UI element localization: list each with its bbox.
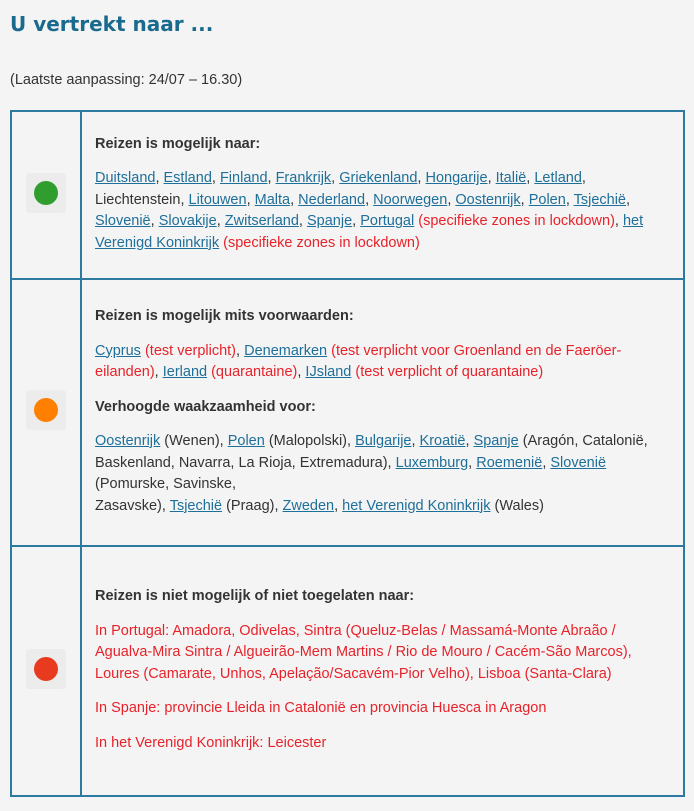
status-indicator-cell bbox=[11, 546, 81, 796]
country-link[interactable]: Slovenië bbox=[550, 454, 607, 471]
country-link[interactable]: Finland bbox=[219, 170, 268, 187]
red-dot-icon bbox=[34, 657, 58, 681]
page-title: U vertrekt naar ... bbox=[10, 12, 214, 36]
country-link[interactable]: Portugal bbox=[360, 213, 415, 230]
text: , bbox=[614, 213, 623, 230]
section-heading: Reizen is mogelijk mits voorwaarden: bbox=[95, 308, 354, 324]
text: (Wales) bbox=[490, 497, 544, 514]
text: , bbox=[542, 454, 551, 471]
text: , bbox=[565, 191, 574, 208]
text: , bbox=[236, 342, 245, 359]
restriction-note: (specifieke zones in lockdown) bbox=[414, 213, 615, 230]
text: (Pomurske, Savinske, bbox=[95, 476, 237, 492]
country-link[interactable]: Tsjechië bbox=[169, 497, 223, 514]
restriction-note: In Portugal: Amadora, Odivelas, Sintra (Queluz-Belas / Massamá-Monte Abraão / Agualva-Mira Sintra / Algueirão-Mem Martins / Rio de Mouro / Cacém-São Marcos), Loures (Camarate, Unhos, Apelação/Sacavém-Pior Velho), Lisboa (Santa-Clara) bbox=[95, 622, 632, 682]
country-link[interactable]: het Verenigd Koninkrijk bbox=[342, 497, 491, 514]
text: , bbox=[487, 170, 496, 187]
travel-status-table bbox=[10, 110, 685, 797]
text: , bbox=[526, 170, 535, 187]
country-link[interactable]: Griekenland bbox=[339, 170, 418, 187]
text: (Wenen), bbox=[160, 433, 228, 449]
country-list bbox=[95, 431, 671, 517]
country-link[interactable]: Hongarije bbox=[425, 170, 488, 187]
status-description-cell bbox=[81, 111, 684, 279]
status-indicator-cell bbox=[11, 279, 81, 546]
country-link[interactable]: Oostenrijk bbox=[455, 191, 521, 208]
country-link[interactable]: Tsjechië bbox=[573, 191, 626, 208]
country-link[interactable]: Spanje bbox=[473, 433, 519, 449]
country-link[interactable]: Estland bbox=[163, 170, 212, 187]
text: , bbox=[334, 497, 343, 514]
text: , bbox=[154, 364, 163, 380]
restriction-note: (test verplicht) bbox=[140, 342, 237, 359]
country-link[interactable]: Zwitserland bbox=[224, 213, 299, 230]
text: , bbox=[465, 433, 474, 449]
text: , bbox=[352, 213, 361, 230]
restriction-note: (test verplicht of quarantaine) bbox=[351, 364, 544, 380]
country-list bbox=[95, 621, 671, 686]
status-description-cell bbox=[81, 546, 684, 796]
country-link[interactable]: Luxemburg bbox=[395, 454, 469, 471]
country-link[interactable]: Duitsland bbox=[95, 170, 156, 187]
status-row-orange bbox=[11, 279, 684, 546]
section-heading: Reizen is mogelijk naar: bbox=[95, 135, 261, 152]
status-indicator-cell bbox=[11, 111, 81, 279]
text: , Liechtenstein, bbox=[95, 170, 586, 208]
orange-dot-icon bbox=[34, 398, 58, 422]
country-link[interactable]: IJsland bbox=[305, 364, 352, 380]
last-updated: (Laatste aanpassing: 24/07 – 16.30) bbox=[10, 72, 243, 88]
country-link[interactable]: Bulgarije bbox=[355, 433, 412, 449]
country-link[interactable]: Malta bbox=[254, 191, 291, 208]
status-description-cell bbox=[81, 279, 684, 546]
restriction-note: (test verplicht voor Groenland en de Faeröer-eilanden) bbox=[95, 342, 622, 380]
text: , bbox=[447, 191, 456, 208]
country-link[interactable]: Polen bbox=[227, 433, 265, 449]
restriction-note: (specifieke zones in lockdown) bbox=[219, 234, 420, 251]
text: , bbox=[216, 213, 225, 230]
text: , bbox=[155, 170, 164, 187]
country-link[interactable]: Kroatië bbox=[419, 433, 466, 449]
text: , bbox=[150, 213, 159, 230]
status-indicator bbox=[26, 390, 66, 430]
country-link[interactable]: Slovakije bbox=[158, 213, 217, 230]
country-link[interactable]: Spanje bbox=[306, 213, 353, 230]
text: , bbox=[331, 170, 340, 187]
text: , bbox=[468, 454, 477, 471]
text: , bbox=[417, 170, 426, 187]
text: , bbox=[267, 170, 276, 187]
country-link[interactable]: Polen bbox=[528, 191, 566, 208]
green-dot-icon bbox=[34, 181, 58, 205]
status-row-green bbox=[11, 111, 684, 279]
country-link[interactable]: Oostenrijk bbox=[95, 433, 161, 449]
text: , bbox=[298, 213, 307, 230]
text: , bbox=[211, 170, 220, 187]
text: , bbox=[520, 191, 529, 208]
text: Zasavske), bbox=[95, 497, 170, 514]
text: , bbox=[297, 364, 306, 380]
restriction-note: In Spanje: provincie Lleida in Catalonië en provincia Huesca in Aragon bbox=[95, 700, 547, 716]
country-link[interactable]: Noorwegen bbox=[373, 191, 448, 208]
country-link[interactable]: Zweden bbox=[282, 497, 335, 514]
country-list bbox=[95, 168, 671, 254]
text: (Aragón, Catalonië, Baskenland, Navarra, La Rioja, Extremadura), bbox=[95, 433, 648, 471]
text: (Malopolski), bbox=[264, 433, 356, 449]
country-link[interactable]: Ierland bbox=[162, 364, 208, 380]
text: (Praag), bbox=[222, 497, 283, 514]
country-list bbox=[95, 733, 671, 755]
country-list bbox=[95, 698, 671, 720]
text: , bbox=[246, 191, 255, 208]
country-link[interactable]: Frankrijk bbox=[275, 170, 332, 187]
country-list bbox=[95, 341, 671, 384]
country-link[interactable]: het Verenigd Koninkrijk bbox=[95, 213, 644, 251]
status-indicator bbox=[26, 649, 66, 689]
country-link[interactable]: Denemarken bbox=[244, 342, 328, 359]
country-link[interactable]: Roemenië bbox=[476, 454, 543, 471]
text: , bbox=[290, 191, 299, 208]
restriction-note: In het Verenigd Koninkrijk: Leicester bbox=[95, 734, 327, 751]
section-heading: Verhoogde waakzaamheid voor: bbox=[95, 398, 316, 415]
status-row-red bbox=[11, 546, 684, 796]
restriction-note: (quarantaine) bbox=[207, 364, 298, 380]
text: , bbox=[411, 433, 420, 449]
country-link[interactable]: Letland bbox=[534, 170, 582, 187]
text: , bbox=[626, 191, 631, 208]
country-link[interactable]: Nederland bbox=[298, 191, 366, 208]
text: , bbox=[365, 191, 374, 208]
status-indicator bbox=[26, 173, 66, 213]
country-link[interactable]: Slovenië bbox=[95, 213, 151, 230]
country-link[interactable]: Cyprus bbox=[95, 342, 141, 359]
country-link[interactable]: Italië bbox=[495, 170, 527, 187]
country-link[interactable]: Litouwen bbox=[188, 191, 247, 208]
section-heading: Reizen is niet mogelijk of niet toegelaten naar: bbox=[95, 588, 415, 604]
